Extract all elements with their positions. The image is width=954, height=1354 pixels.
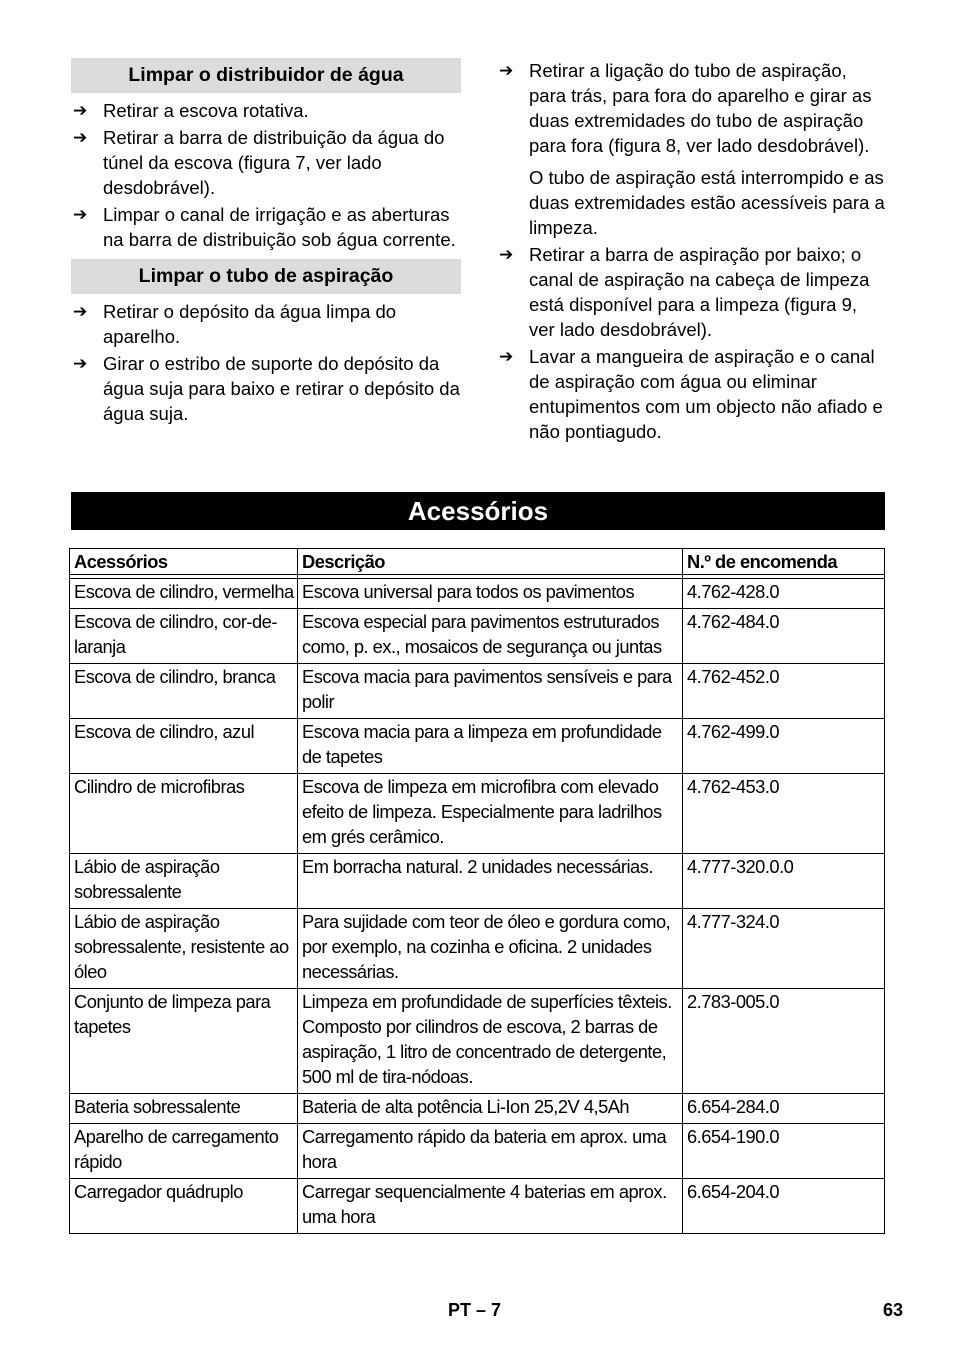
table-row bbox=[70, 1094, 885, 1124]
cell-order-number: 4.762-452.0 bbox=[683, 664, 885, 719]
cell-order-number: 4.777-320.0.0 bbox=[683, 854, 885, 909]
cell-description: Para sujidade com teor de óleo e gordura como, por exemplo, na cozinha e oficina. 2 unidades necessárias. bbox=[298, 909, 683, 989]
column-header-order-number: N.º de encomenda bbox=[683, 549, 885, 575]
section-heading-suction-tube: Limpar o tubo de aspiração bbox=[71, 259, 461, 294]
section-heading-water-distributor: Limpar o distribuidor de água bbox=[71, 58, 461, 93]
cell-description: Escova especial para pavimentos estruturados como, p. ex., mosaicos de segurança ou juntas bbox=[298, 609, 683, 664]
cell-description: Limpeza em profundidade de superfícies têxteis. Composto por cilindros de escova, 2 barras de aspiração, 1 litro de concentrado de detergente, 500 ml de tira-nódoas. bbox=[298, 989, 683, 1094]
cell-description: Escova de limpeza em microfibra com elevado efeito de limpeza. Especialmente para ladrilhos em grés cerâmico. bbox=[298, 774, 683, 854]
right-arrow-icon: ➔ bbox=[73, 354, 88, 373]
suction-tube-steps-continued bbox=[497, 58, 887, 158]
language-code: PT bbox=[448, 1300, 472, 1320]
cell-order-number: 6.654-284.0 bbox=[683, 1094, 885, 1124]
table-row bbox=[70, 774, 885, 854]
table-body bbox=[70, 575, 885, 1234]
table-row bbox=[70, 909, 885, 989]
accessories-title: Acessórios bbox=[71, 492, 885, 530]
cell-accessory: Conjunto de limpeza para tapetes bbox=[70, 989, 298, 1094]
cell-order-number: 4.762-484.0 bbox=[683, 609, 885, 664]
column-header-accessory: Acessórios bbox=[70, 549, 298, 575]
column-header-description: Descrição bbox=[298, 549, 683, 575]
list-item: ➔ Girar o estribo de suporte do depósito da água suja para baixo e retirar o depósito da água suja. bbox=[73, 353, 460, 424]
cell-accessory: Bateria sobressalente bbox=[70, 1094, 298, 1124]
list-item: ➔ Retirar a barra de aspiração por baixo; o canal de aspiração na cabeça de limpeza está disponível para a limpeza (figura 9, ver lado desdobrável). bbox=[499, 244, 870, 340]
cell-description: Escova macia para a limpeza em profundidade de tapetes bbox=[298, 719, 683, 774]
right-arrow-icon: ➔ bbox=[499, 245, 514, 264]
cell-order-number: 2.783-005.0 bbox=[683, 989, 885, 1094]
list-item: ➔ Retirar a escova rotativa. bbox=[73, 100, 309, 121]
cell-accessory: Escova de cilindro, cor-de-laranja bbox=[70, 609, 298, 664]
suction-tube-steps-more bbox=[497, 242, 887, 444]
table-row bbox=[70, 719, 885, 774]
cell-order-number: 4.762-453.0 bbox=[683, 774, 885, 854]
table-row bbox=[70, 1179, 885, 1234]
cell-description: Carregar sequencialmente 4 baterias em aprox. uma hora bbox=[298, 1179, 683, 1234]
list-item: ➔ Limpar o canal de irrigação e as aberturas na barra de distribuição sob água corrente. bbox=[73, 204, 456, 250]
table-row bbox=[70, 579, 885, 609]
right-arrow-icon: ➔ bbox=[73, 101, 88, 120]
cell-accessory: Lábio de aspiração sobressalente bbox=[70, 854, 298, 909]
cell-accessory: Carregador quádruplo bbox=[70, 1179, 298, 1234]
table-header-row bbox=[70, 549, 885, 575]
list-item: ➔ Retirar o depósito da água limpa do aparelho. bbox=[73, 301, 397, 347]
right-arrow-icon: ➔ bbox=[73, 302, 88, 321]
right-arrow-icon: ➔ bbox=[73, 205, 88, 224]
water-distributor-steps bbox=[71, 98, 461, 252]
cell-accessory: Escova de cilindro, vermelha bbox=[70, 579, 298, 609]
local-page-number: – 7 bbox=[476, 1300, 502, 1320]
list-item: ➔ Lavar a mangueira de aspiração e o canal de aspiração com água ou eliminar entupimentos com um objecto não afiado e não pontiagudo. bbox=[499, 346, 883, 442]
cell-accessory: Lábio de aspiração sobressalente, resistente ao óleo bbox=[70, 909, 298, 989]
accessories-table bbox=[69, 548, 885, 1234]
cell-accessory: Aparelho de carregamento rápido bbox=[70, 1124, 298, 1179]
cell-order-number: 6.654-204.0 bbox=[683, 1179, 885, 1234]
cell-order-number: 4.777-324.0 bbox=[683, 909, 885, 989]
right-arrow-icon: ➔ bbox=[499, 347, 514, 366]
cell-description: Escova universal para todos os pavimentos bbox=[298, 579, 683, 609]
right-arrow-icon: ➔ bbox=[499, 61, 514, 80]
table-row bbox=[70, 989, 885, 1094]
cell-order-number: 4.762-428.0 bbox=[683, 579, 885, 609]
table-row bbox=[70, 854, 885, 909]
right-column bbox=[497, 58, 887, 451]
cell-accessory: Cilindro de microfibras bbox=[70, 774, 298, 854]
page-number: 63 bbox=[883, 1300, 904, 1320]
cell-description: Bateria de alta potência Li-Ion 25,2V 4,5Ah bbox=[298, 1094, 683, 1124]
note-text: O tubo de aspiração está interrompido e as duas extremidades estão acessíveis para a limpeza. bbox=[529, 167, 885, 238]
cell-accessory: Escova de cilindro, branca bbox=[70, 664, 298, 719]
cell-order-number: 4.762-499.0 bbox=[683, 719, 885, 774]
cell-description: Em borracha natural. 2 unidades necessárias. bbox=[298, 854, 683, 909]
table-row bbox=[70, 1124, 885, 1179]
right-arrow-icon: ➔ bbox=[73, 128, 88, 147]
cell-order-number: 6.654-190.0 bbox=[683, 1124, 885, 1179]
cell-description: Escova macia para pavimentos sensíveis e para polir bbox=[298, 664, 683, 719]
suction-tube-steps bbox=[71, 299, 461, 426]
list-item: ➔ Retirar a ligação do tubo de aspiração, para trás, para fora do aparelho e girar as duas extremidades do tubo de aspiração para fora (figura 8, ver lado desdobrável). bbox=[499, 60, 872, 156]
table-row bbox=[70, 609, 885, 664]
footer-page-label bbox=[448, 1298, 501, 1323]
table-row bbox=[70, 664, 885, 719]
list-item: ➔ Retirar a barra de distribuição da água do túnel da escova (figura 7, ver lado desdobrável). bbox=[73, 127, 445, 198]
cell-accessory: Escova de cilindro, azul bbox=[70, 719, 298, 774]
left-column bbox=[71, 58, 461, 433]
cell-description: Carregamento rápido da bateria em aprox. uma hora bbox=[298, 1124, 683, 1179]
